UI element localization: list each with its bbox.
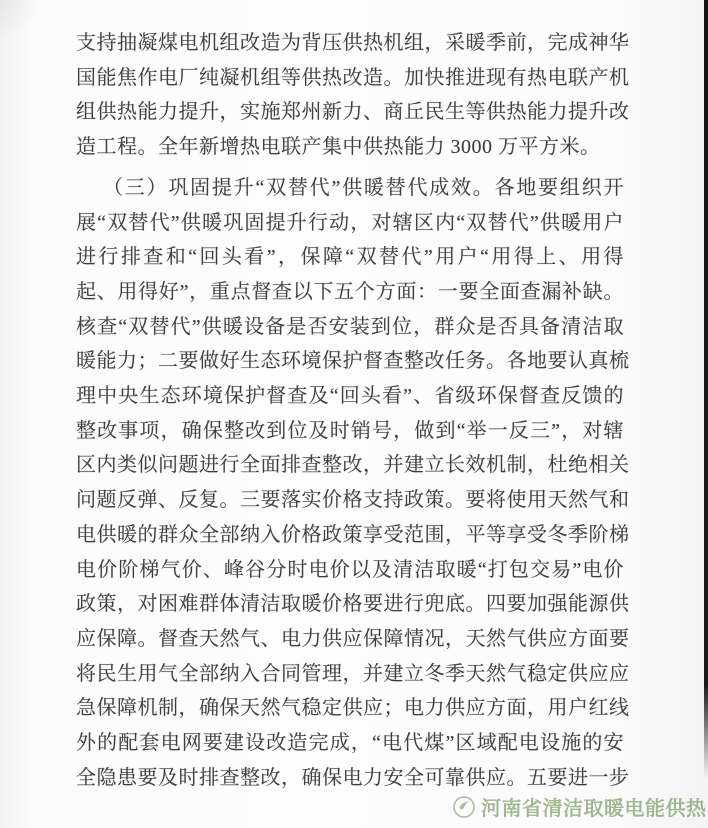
text-line: 问题反弹、反复。三要落实价格支持政策。要将使用天然气和 bbox=[76, 489, 630, 512]
text-line: 电供暖的群众全部纳入价格政策享受范围，平等享受冬季阶梯 bbox=[76, 523, 630, 546]
text-line: 区内类似问题进行全面排查整改，并建立长效机制，杜绝相关 bbox=[76, 454, 630, 477]
text-line: 暖能力；二要做好生态环境保护督查整改任务。各地要认真梳 bbox=[76, 350, 630, 373]
section-heading-line: （三）巩固提升“双替代”供暖替代成效。各地要组织开 bbox=[103, 176, 624, 199]
text-line: 外的配套电网要建设改造完成，“电代煤”区域配电设施的安 bbox=[76, 732, 624, 755]
scan-edge-shadow bbox=[704, 0, 708, 778]
text-line: 展“双替代”供暖巩固提升行动，对辖区内“双替代”供暖用户 bbox=[76, 211, 624, 234]
text-line: 进行排查和“回头看”，保障“双替代”用户“用得上、用得 bbox=[76, 246, 624, 269]
text-line: 将民生用气全部纳入合同管理，并建立冬季天然气稳定供应应 bbox=[76, 662, 630, 685]
text-line: 支持抽凝煤电机组改造为背压供热机组，采暖季前，完成神华 bbox=[76, 32, 630, 54]
scan-corner-shade bbox=[0, 0, 40, 40]
text-line: 急保障机制，确保天然气稳定供应；电力供应方面，用户红线 bbox=[76, 697, 630, 720]
text-line: 造工程。全年新增热电联产集中供热能力 3000 万平方米。 bbox=[76, 136, 601, 159]
text-line: 起、用得好”，重点督查以下五个方面：一要全面查漏补缺。 bbox=[76, 280, 624, 303]
document-text bbox=[76, 26, 630, 795]
text-line: 核查“双替代”供暖设备是否安装到位，群众是否具备清洁取 bbox=[76, 315, 624, 338]
watermark-text: 河南省清洁取暖电能供热 bbox=[481, 798, 707, 820]
text-line: 国能焦作电厂纯凝机组等供热改造。加快推进现有热电联产机 bbox=[76, 66, 630, 89]
watermark bbox=[452, 792, 707, 821]
text-line: 应保障。督查天然气、电力供应保障情况，天然气供应方面要 bbox=[76, 627, 630, 650]
circle-logo-icon bbox=[452, 795, 476, 819]
text-line: 电价阶梯气价、峰谷分时电价以及清洁取暖“打包交易”电价 bbox=[76, 558, 624, 581]
text-line: 理中央生态环境保护督查及“回头看”、省级环保督查反馈的 bbox=[76, 385, 624, 408]
text-line: 整改事项，确保整改到位及时销号，做到“举一反三”，对辖 bbox=[76, 419, 624, 442]
text-line: 政策，对困难群体清洁取暖价格要进行兜底。四要加强能源供 bbox=[76, 593, 630, 616]
text-line: 组供热能力提升，实施郑州新力、商丘民生等供热能力提升改 bbox=[76, 101, 630, 124]
text-line: 全隐患要及时排查整改，确保电力安全可靠供应。五要进一步 bbox=[76, 766, 630, 789]
